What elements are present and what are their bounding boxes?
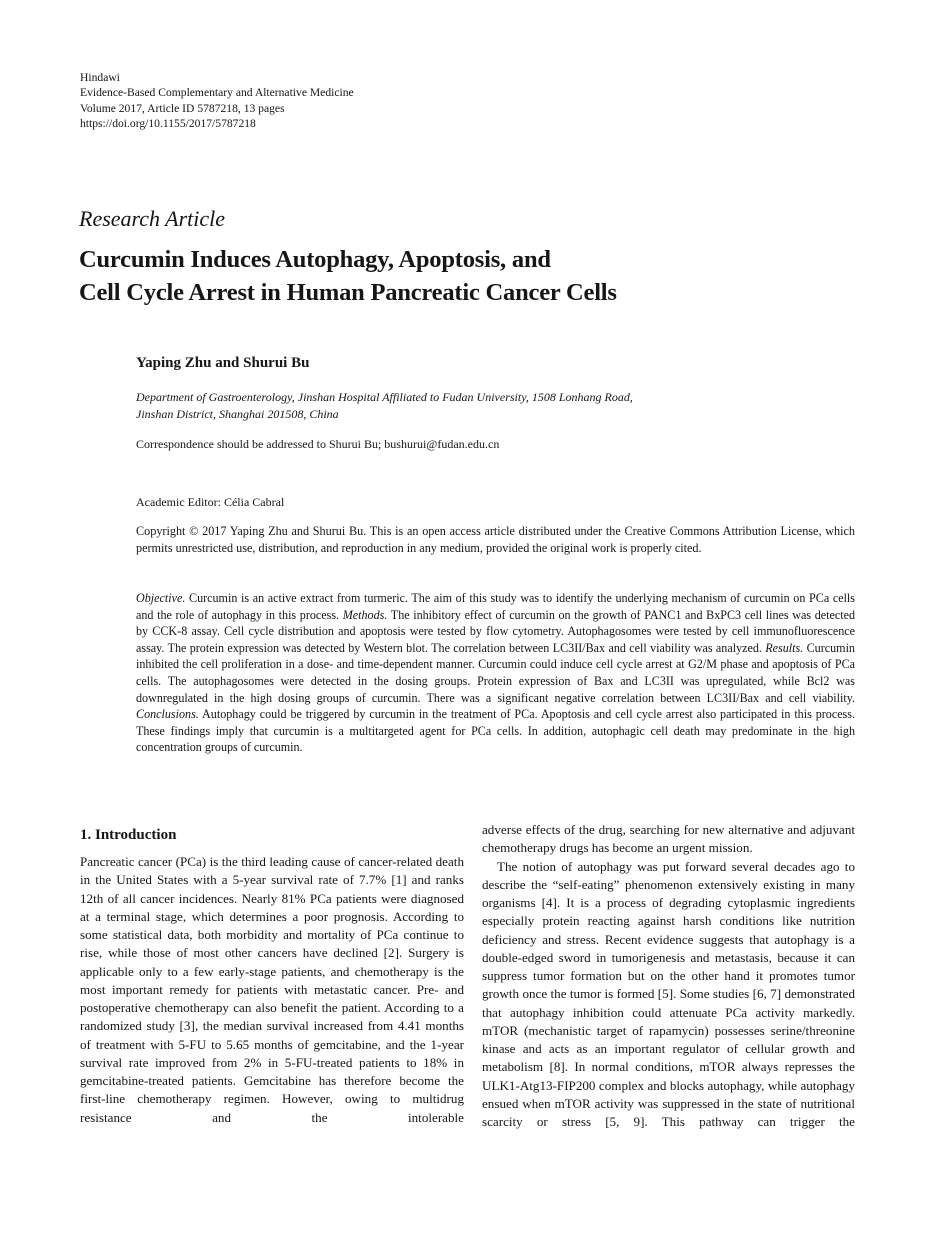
author-names: Yaping Zhu and Shurui Bu [136,355,310,371]
publisher-name: Hindawi [80,71,120,84]
affiliation [136,389,633,423]
journal-name: Evidence-Based Complementary and Alternative Medicine [80,86,354,100]
article-title-line-1: Curcumin Induces Autophagy, Apoptosis, and [79,246,551,273]
body-columns [80,821,855,1131]
doi-link[interactable]: https://doi.org/10.1155/2017/5787218 [80,116,256,130]
intro-continuation-paragraph: adverse effects of the drug, searching for new alternative and adjuvant chemotherapy drugs has become an urgent mission. [482,822,855,856]
correspondence-line: Correspondence should be addressed to Shurui Bu; bushurui@fudan.edu.cn [136,437,500,451]
intro-paragraph: Pancreatic cancer (PCa) is the third leading cause of cancer-related death in the United States with a 5-year survival rate of 7.7% [1] and ranks 12th of all cancer incidences. Nearly 81% PCa patients were diagnosed at a terminal stage, which determines a poor prognosis. According to some statistical data, both morbidity and mortality of PCa continue to rise, while those of most other cancers have declined [2]. Surgery is applicable only to a few early-stage patients, and chemotherapy is the most important remedy for patients with metastatic cancer. Pre- and postoperative chemotherapy can also benefit the patient. According to a randomized study [3], the median survival increased from 4.41 months of treatment with 5-FU to 5.65 months of gemcitabine, and the 1-year survival rate improved from 2% in 5-FU-treated patients to 18% in gemcitabine-treated patients. Gemcitabine has therefore become the first-line chemotherapy regimen. However, owing to multidrug resistance and the intolerable [80,854,464,1125]
affiliation-line-2: Jinshan District, Shanghai 201508, China [136,406,339,421]
copyright-notice: Copyright © 2017 Yaping Zhu and Shurui Bu. This is an open access article distributed under the Creative Commons Attribution License, which permits unrestricted use, distribution, and reproduction in any medium, provided the original work is properly cited. [136,524,855,555]
abstract-text: Objective. Curcumin is an active extract from turmeric. The aim of this study was to identify the underlying mechanism of curcumin on PCa cells and the role of autophagy in this process. Methods. The inhibitory effect of curcumin on the growth of PANC1 and BxPC3 cell lines was detected by CCK-8 assay. Cell cycle distribution and apoptosis were tested by flow cytometry. Autophagosomes were tested by cell immunofluorescence assay. The protein expression was detected by Western blot. The correlation between LC3II/Bax and cell viability was analyzed. Results. Curcumin inhibited the cell proliferation in a dose- and time-dependent manner. Curcumin could induce cell cycle arrest at G2/M phase and apoptosis of PCa cells. The autophagosomes were detected in the dosing groups. Protein expression of Bax and LC3II was upregulated, while Bcl2 was downregulated in the high dosing groups of curcumin. There was a significant negative correlation between LC3II/Bax and cell viability. Conclusions. Autophagy could be triggered by curcumin in the treatment of PCa. Apoptosis and cell cycle arrest also participated in this process. These findings imply that curcumin is a multitargeted agent for PCa cells. In addition, autophagic cell death may predominate in the high concentration groups of curcumin. [136,591,855,755]
section-heading-introduction: 1. Introduction [80,827,177,843]
academic-editor-line: Academic Editor: Célia Cabral [136,495,285,509]
affiliation-line-1: Department of Gastroenterology, Jinshan Hospital Affiliated to Fudan University, 1508 Lonhang Road, [136,390,633,404]
journal-header [80,70,354,131]
article-type-label: Research Article [79,206,226,231]
article-title [79,243,617,309]
body-column-left [80,821,464,1131]
volume-info: Volume 2017, Article ID 5787218, 13 pages [80,101,285,115]
article-title-line-2: Cell Cycle Arrest in Human Pancreatic Cancer Cells [79,279,617,306]
autophagy-paragraph: The notion of autophagy was put forward several decades ago to describe the “self-eating” phenomenon extensively existing in many organisms [4]. It is a process of degrading cytoplasmic ingredients especially protein reacting against harsh conditions like nutrition deficiency and stress. Recent evidence suggests that autophagy is a double-edged sword in tumorigenesis and metastasis, because it can suppress tumor formation but on the other hand it promotes tumor growth once the tumor is formed [5]. Some studies [6, 7] demonstrated that autophagy inhibition could attenuate PCa activity markedly. mTOR (mechanistic target of rapamycin) possesses serine/threonine kinase and acts as an important regulator of cellular growth and metabolism [8]. In normal conditions, mTOR always represses the ULK1-Atg13-FIP200 complex and blocks autophagy, while autophagy ensued when mTOR activity was suppressed in the state of nutritional scarcity or stress [5, 9]. This pathway can trigger the [482,858,855,1129]
body-column-right [482,821,855,1131]
